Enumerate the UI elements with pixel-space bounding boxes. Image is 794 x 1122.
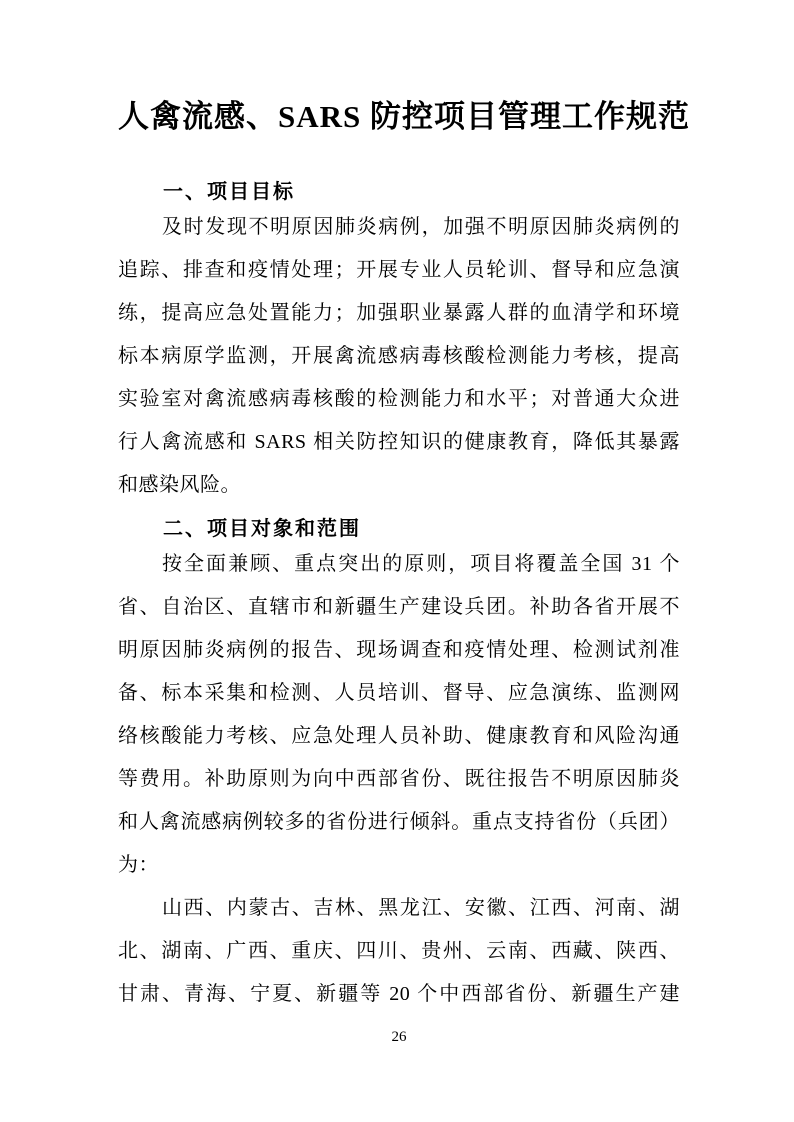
text-line: 省、自治区、直辖市和新疆生产建设兵团。补助各省开展不 bbox=[118, 596, 680, 618]
section-heading-project-scope: 二、项目对象和范围 bbox=[163, 518, 361, 540]
text-line: 按全面兼顾、重点突出的原则，项目将覆盖全国 31 个 bbox=[162, 553, 680, 575]
text-line: 甘肃、青海、宁夏、新疆等 20 个中西部省份、新疆生产建 bbox=[118, 983, 680, 1005]
paragraph-province-list bbox=[118, 887, 680, 1016]
text-line: 实验室对禽流感病毒核酸的检测能力和水平；对普通大众进 bbox=[118, 388, 680, 410]
page-number: 26 bbox=[391, 1029, 407, 1045]
paragraph-project-scope bbox=[118, 543, 680, 887]
document-title: 人禽流感、SARS 防控项目管理工作规范 bbox=[118, 99, 691, 134]
text-line: 和人禽流感病例较多的省份进行倾斜。重点支持省份（兵团） bbox=[118, 811, 680, 833]
text-line: 练，提高应急处置能力；加强职业暴露人群的血清学和环境 bbox=[118, 302, 680, 324]
section-heading-project-goals: 一、项目目标 bbox=[163, 181, 295, 203]
text-line: 络核酸能力考核、应急处理人员补助、健康教育和风险沟通 bbox=[118, 725, 680, 747]
text-line: 等费用。补助原则为向中西部省份、既往报告不明原因肺炎 bbox=[118, 768, 680, 790]
text-line: 及时发现不明原因肺炎病例，加强不明原因肺炎病例的 bbox=[162, 216, 680, 238]
text-line: 备、标本采集和检测、人员培训、督导、应急演练、监测网 bbox=[118, 682, 680, 704]
text-line: 山西、内蒙古、吉林、黑龙江、安徽、江西、河南、湖 bbox=[162, 897, 680, 919]
text-line: 标本病原学监测，开展禽流感病毒核酸检测能力考核，提高 bbox=[118, 345, 680, 367]
text-line: 和感染风险。 bbox=[118, 474, 241, 496]
text-line: 行人禽流感和 SARS 相关防控知识的健康教育，降低其暴露 bbox=[118, 431, 680, 453]
text-line: 为： bbox=[118, 854, 159, 876]
paragraph-project-goals bbox=[118, 206, 680, 507]
text-line: 明原因肺炎病例的报告、现场调查和疫情处理、检测试剂准 bbox=[118, 639, 680, 661]
text-line: 北、湖南、广西、重庆、四川、贵州、云南、西藏、陕西、 bbox=[118, 940, 680, 962]
text-line: 追踪、排查和疫情处理；开展专业人员轮训、督导和应急演 bbox=[118, 259, 680, 281]
